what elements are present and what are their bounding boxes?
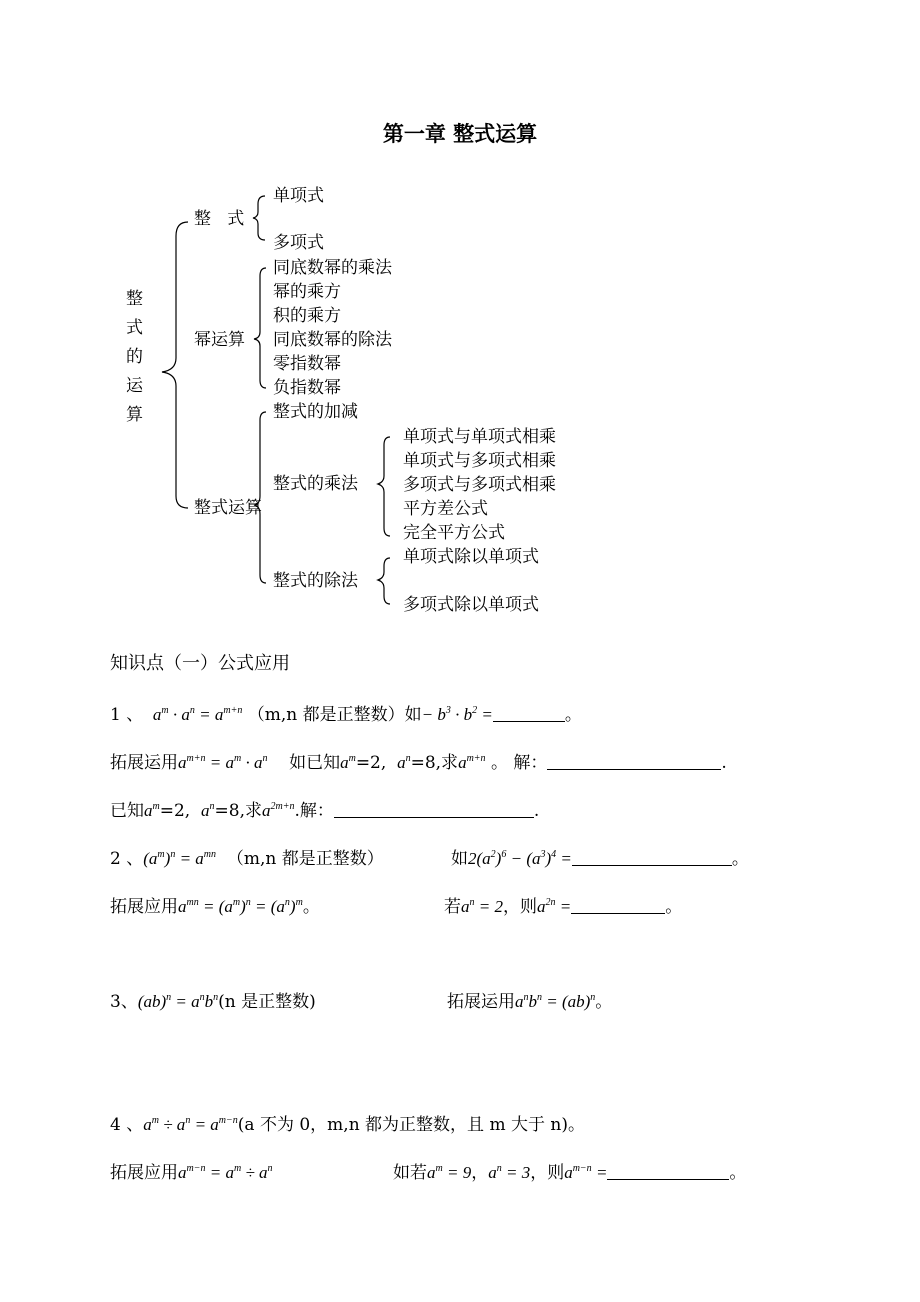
- formula-1: $a^m \cdot a^n = a^{m+n}$: [148, 705, 243, 724]
- formula-item-2: 2 、$(a^m)^n = a^{mn}$ （m,n 都是正整数）: [110, 849, 384, 869]
- formula-4-ext: $a^{m-n} = a^m \div a^n$: [178, 1163, 273, 1182]
- formula-2-ext: $a^{mn} = (a^m)^n = (a^n)^m$: [178, 897, 303, 916]
- brace-zhengshi: [253, 196, 265, 240]
- formula-4: $a^m \div a^n = a^{m-n}$: [143, 1115, 238, 1134]
- leaf-danxiangshi: 单项式: [273, 186, 324, 206]
- leaf-div-1: 单项式除以单项式: [403, 547, 539, 567]
- formula-item-1-ext2: 已知$a^m=2$, $a^n=8$,求$a^{2m+n}$.解： .: [110, 801, 540, 821]
- leaf-mul-4: 平方差公式: [403, 499, 488, 519]
- leaf-power-2: 幂的乘方: [273, 282, 341, 302]
- answer-blank-1[interactable]: [493, 705, 565, 722]
- example-2: 如$2(a^2)^6 - (a^3)^4$ = 。: [451, 849, 749, 869]
- formula-item-4: 4 、$a^m \div a^n = a^{m-n}(a$ 不为 0，m,n 都为正整数，且 m 大于 n)。: [110, 1115, 585, 1135]
- leaf-mul-2: 单项式与多项式相乘: [403, 451, 556, 471]
- formula-item-1: 1 、 $a^m \cdot a^n = a^{m+n}$ （m,n 都是正整数）如− $b^3 \cdot b^2$ = 。: [110, 705, 582, 725]
- formula-1-ext: $a^{m+n} = a^m \cdot a^n$: [178, 753, 268, 772]
- answer-blank-4[interactable]: [607, 1163, 729, 1180]
- brace-chengfa: [378, 437, 390, 536]
- example-1: − $b^3 \cdot b^2$ =: [421, 705, 493, 724]
- item-1-condition: （m,n 都是正整数）如: [247, 705, 422, 725]
- brace-chufa: [378, 558, 390, 604]
- tree-root-label: 整 式 的 运 算: [126, 289, 143, 425]
- leaf-power-5: 零指数幂: [273, 354, 341, 374]
- leaf-duoxiangshi: 多项式: [273, 233, 324, 253]
- chapter-title: 第一章 整式运算: [382, 121, 538, 146]
- root-brace: [162, 222, 188, 508]
- branch-miyunsuan-label: 幂运算: [194, 330, 245, 350]
- example-2-ext: 若$a^n = 2$，则$a^{2n}$ = 。: [444, 897, 683, 917]
- formula-item-2-ext: 拓展应用$a^{mn} = (a^m)^n = (a^n)^m$。: [110, 897, 320, 917]
- leaf-jiajian: 整式的加减: [273, 402, 358, 422]
- answer-blank-2[interactable]: [572, 849, 732, 866]
- formula-item-1-ext: 拓展运用$a^{m+n} = a^m \cdot a^n$ 如已知$a^m=2$, $a^n=8$,求$a^{m+n}$ 。 解： .: [110, 753, 727, 773]
- leaf-power-6: 负指数幂: [273, 378, 341, 398]
- branch-zhengshi-label: 整 式: [194, 209, 245, 229]
- example-4-ext: 如若$a^m = 9$，$a^n = 3$，则$a^{m-n}$ = 。: [393, 1163, 747, 1183]
- brace-miyunsuan: [254, 268, 266, 388]
- leaf-mul-1: 单项式与单项式相乘: [403, 427, 556, 447]
- sub-chufa-label: 整式的除法: [273, 571, 358, 591]
- leaf-power-1: 同底数幂的乘法: [273, 258, 392, 278]
- formula-3: $(ab)^n = a^nb^n$: [137, 992, 219, 1011]
- answer-blank-1e[interactable]: [547, 753, 721, 770]
- leaf-mul-3: 多项式与多项式相乘: [403, 475, 556, 495]
- item-1-number: 1 、: [110, 705, 144, 725]
- formula-item-4-ext: 拓展应用$a^{m-n} = a^m \div a^n$: [110, 1163, 273, 1183]
- answer-blank-1e2[interactable]: [334, 801, 534, 818]
- leaf-div-2: 多项式除以单项式: [403, 595, 539, 615]
- formula-2: $(a^m)^n = a^{mn}$: [143, 849, 217, 868]
- leaf-power-4: 同底数幂的除法: [273, 330, 392, 350]
- leaf-power-3: 积的乘方: [273, 306, 341, 326]
- formula-item-3: 3、$(ab)^n = a^nb^n(n$ 是正整数): [110, 992, 316, 1012]
- section-heading: 知识点（一）公式应用: [110, 653, 290, 674]
- leaf-mul-5: 完全平方公式: [403, 523, 505, 543]
- sub-chengfa-label: 整式的乘法: [273, 474, 358, 494]
- formula-item-3-ext: 拓展运用$a^nb^n = (ab)^n$。: [447, 992, 613, 1012]
- answer-blank-2e[interactable]: [571, 897, 665, 914]
- branch-zhengshiyunsuan-label: 整式运算: [194, 498, 262, 518]
